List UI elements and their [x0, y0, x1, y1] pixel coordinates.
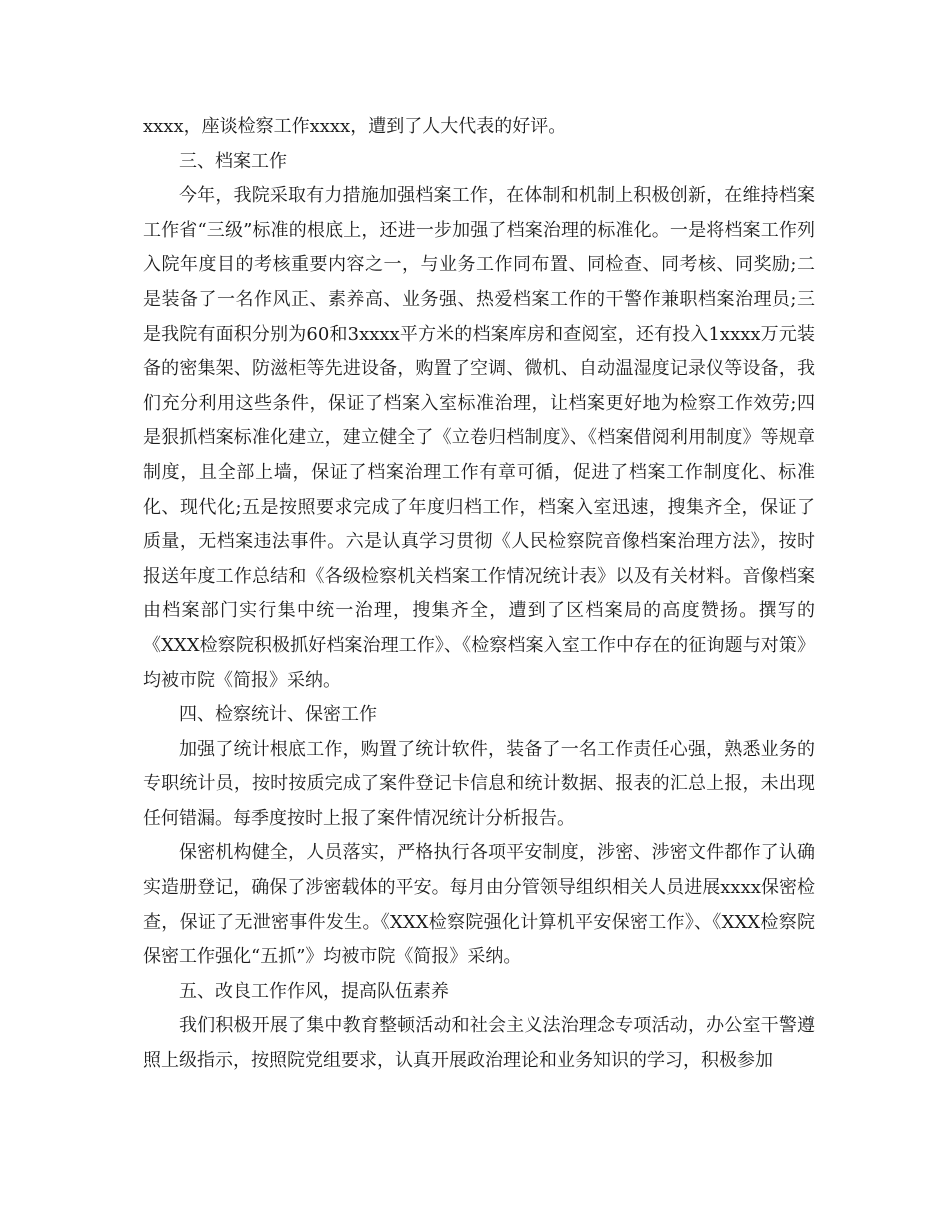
paragraph-statistics: 加强了统计根底工作，购置了统计软件，装备了一名工作责任心强，熟悉业务的专职统计员，按时按质完成了案件登记卡信息和统计数据、报表的汇总上报，未出现任何错漏。每季度按时上报了案件情况统计分析报告。 — [143, 738, 815, 829]
paragraph-confidentiality: 保密机构健全，人员落实，严格执行各项平安制度，涉密、涉密文件都作了认确实造册登记，确保了涉密载体的平安。每月由分管领导组织相关人员进展xxxx保密检查，保证了无泄密事件发生。《XXX检察院强化计算机平安保密工作》、《XXX检察院保密工作强化“五抓”》均被市院《简报》采纳。 — [143, 842, 815, 968]
section-heading-archives: 三、档案工作 — [179, 150, 287, 172]
paragraph-archives: 今年，我院采取有力措施加强档案工作，在体制和机制上积极创新，在维持档案工作省“三级”标准的根底上，还进一步加强了档案治理的标准化。一是将档案工作列入院年度目的考核重要内容之一，与业务工作同布置、同检查、同考核、同奖励;二是装备了一名作风正、素养高、业务强、热爱档案工作的干警作兼职档案治理员;三是我院有面积分别为60和3xxxx平方米的档案库房和查阅室，还有投入1xxxx万元装备的密集架、防滋柜等先进设备，购置了空调、微机、自动温湿度记录仪等设备，我们充分利用这些条件，保证了档案入室标准治理，让档案更好地为检察工作效劳;四是狠抓档案标准化建立，建立健全了《立卷归档制度》、《档案借阅利用制度》等规章制度，且全部上墙，保证了档案治理工作有章可循，促进了档案工作制度化、标准化、现代化;五是按照要求完成了年度归档工作，档案入室迅速，搜集齐全，保证了质量，无档案违法事件。六是认真学习贯彻《人民检察院音像档案治理方法》，按时报送年度工作总结和《各级检察机关档案工作情况统计表》以及有关材料。音像档案由档案部门实行集中统一治理，搜集齐全，遭到了区档案局的高度赞扬。撰写的《XXX检察院积极抓好档案治理工作》、《检察档案入室工作中存在的征询题与对策》均被市院《简报》采纳。 — [143, 185, 815, 691]
paragraph-work-style: 我们积极开展了集中教育整顿活动和社会主义法治理念专项活动，办公室干警遵照上级指示，按照院党组要求，认真开展政治理论和业务知识的学习，积极参加 — [143, 1015, 815, 1072]
paragraph-continuation: xxxx，座谈检察工作xxxx，遭到了人大代表的好评。 — [143, 116, 567, 137]
document-page — [143, 110, 815, 1079]
section-heading-statistics-confidentiality: 四、检察统计、保密工作 — [179, 704, 377, 726]
section-heading-work-style: 五、改良工作作风，提高队伍素养 — [179, 980, 449, 1002]
